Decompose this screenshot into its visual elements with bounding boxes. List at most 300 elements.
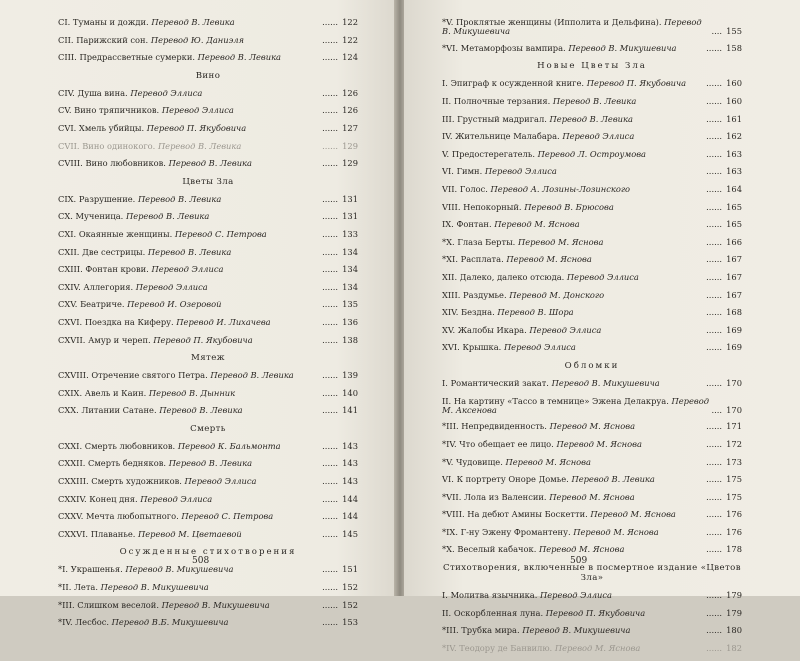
toc-entry [58,389,358,398]
entry-page-number: 134 [342,246,358,257]
entry-number: I. [442,591,448,601]
section-heading: Новые Цветы Зла [537,61,647,72]
entry-translator: Перевод М. Яснова [506,255,592,265]
entry-translator: Перевод Эллиса [135,282,208,292]
leader-dots: ...... [322,211,338,222]
toc-entry [58,318,358,327]
entry-translator: Перевод П. Якубовича [586,79,687,89]
toc-entry [442,150,742,159]
entry-number: II. [442,608,452,618]
toc-entry-text [442,626,706,635]
entry-translator: Перевод Эллиса [562,132,635,142]
toc-entry-text [58,495,322,504]
entry-title: Теодору де Банвилю. [459,643,553,653]
entry-title: Хмель убийцы. [78,123,145,133]
toc-entry-text [442,458,706,467]
entry-translator: Перевод Эллиса [151,265,224,275]
leader-dots: ...... [706,219,722,230]
entry-title: Трубка мира. [461,626,520,636]
entry-translator: Перевод М. Яснова [590,510,676,520]
leader-dots: ...... [322,122,338,133]
toc-entry-text [442,422,706,431]
entry-title: Разрушение. [78,194,136,204]
leader-dots: ...... [322,458,338,469]
entry-title: Мечта любопытного. [85,512,179,522]
entry-page-number: 131 [342,193,358,204]
toc-entry-text [58,371,322,380]
toc-entry [442,308,742,317]
leader-dots: ...... [706,201,722,212]
toc-entry-text [442,397,711,416]
leader-dots: ...... [706,236,722,247]
entry-page-number: 170 [726,404,742,415]
entry-number: CXIX. [58,388,83,398]
entry-translator: Перевод В. Левика [549,114,633,124]
entry-page-number: 165 [726,201,742,212]
entry-page-number: 180 [726,625,742,636]
toc-entry [442,291,742,300]
toc-entry [442,609,742,618]
entry-title: Глаза Берты. [457,237,516,247]
entry-number: XV. [442,325,456,335]
entry-number: *III. [58,600,75,610]
entry-page-number: 152 [342,599,358,610]
leader-dots: ...... [706,509,722,520]
toc-entry-text [442,644,706,653]
entry-number: CV. [58,106,72,116]
toc-entry-text [442,528,706,537]
leader-dots: .... [711,404,722,415]
entry-title: Аллегория. [83,282,134,292]
leader-dots: ...... [706,113,722,124]
toc-entry [442,18,742,37]
entry-title: Смерть художников. [91,477,182,487]
toc-entry [442,203,742,212]
entry-translator: Перевод В. Левика [125,212,210,222]
entry-page-number: 176 [726,509,742,520]
entry-translator: Перевод М. Яснова [517,237,604,247]
entry-number: CXXII. [58,459,86,469]
leader-dots: ...... [322,405,338,416]
entry-page-number: 155 [726,26,742,37]
entry-translator: Перевод Эллиса [503,343,576,353]
entry-number: XIII. [442,290,461,300]
entry-number: CXI. [58,229,77,239]
toc-entry-text [58,248,322,257]
toc-entry [58,283,358,292]
entry-translator: Перевод В. Микушевича [100,583,209,593]
toc-entry [58,159,358,168]
entry-translator: Перевод К. Бальмонта [177,441,281,451]
toc-entry-text [58,530,322,539]
entry-title: Поездка на Киферу. [84,317,174,327]
entry-page-number: 167 [726,254,742,265]
leader-dots: ...... [322,87,338,98]
entry-page-number: 166 [726,236,742,247]
leader-dots: ...... [706,166,722,177]
leader-dots: ...... [706,421,722,432]
entry-page-number: 126 [342,87,358,98]
left-page [0,0,396,628]
toc-entry-text [58,300,322,309]
entry-translator: Перевод Эллиса [529,325,602,335]
entry-translator: Перевод М. Яснова [494,220,580,230]
entry-page-number: 153 [342,617,358,628]
entry-title: Непредвиденность. [461,422,547,432]
entry-page-number: 122 [342,34,358,45]
toc-entry-text [442,79,706,88]
section-heading: Вино [195,70,221,81]
leader-dots: ...... [706,148,722,159]
toc-entry [58,618,358,627]
entry-translator: Перевод Эллиса [566,272,639,282]
entry-page-number: 143 [342,440,358,451]
entry-number: CVII. [58,141,80,151]
entry-page-number: 134 [342,281,358,292]
toc-entry-text [58,601,322,610]
entry-number: II. [442,396,452,406]
leader-dots: ...... [706,607,722,618]
entry-number: *III. [442,422,459,432]
entry-translator: Перевод В. Микушевича [161,600,270,610]
toc-entry-text [442,97,706,106]
entry-number: IV. [442,132,453,142]
entry-number: *VII. [442,492,462,502]
entry-title: Грустный мадригал. [457,114,547,124]
toc-entry-text [58,18,322,27]
toc-entry [442,458,742,467]
entry-title: Фонтан. [456,220,492,230]
leader-dots: ...... [706,183,722,194]
toc-entry-text [58,142,322,151]
toc-entry [442,626,742,635]
leader-dots: ...... [322,617,338,628]
toc-entry-text [442,440,706,449]
entry-title: Лета. [73,583,98,593]
entry-translator: Перевод И. Лихачева [176,317,271,327]
entry-number: CXVII. [58,335,86,345]
toc-entry-text [442,343,706,352]
entry-page-number: 173 [726,456,742,467]
entry-title: Проклятые женщины (Ипполита и Дельфина). [455,18,662,27]
leader-dots: ...... [706,96,722,106]
section-heading: Цветы Зла [182,176,234,187]
entry-translator: Перевод П. Якубовича [545,608,646,618]
entry-translator: Перевод Эллиса [184,477,257,487]
toc-entry [442,273,742,282]
toc-entry-text [58,442,322,451]
toc-entry-text [442,44,706,53]
entry-translator: Перевод Эллиса [130,88,203,98]
entry-title: Гимн. [456,167,483,177]
entry-title: Украшенья. [70,565,123,575]
leader-dots: ...... [322,158,338,169]
toc-entry-text [58,265,322,274]
entry-translator: Перевод И. Озеровой [127,300,222,310]
toc-entry-text [442,255,706,264]
entry-title: Веселый кабачок. [457,545,537,555]
entry-translator: Перевод В. Левика [157,141,242,151]
toc-entry [58,212,358,221]
toc-entry-text [58,283,322,292]
entry-number: CXXV. [58,512,84,522]
entry-translator: Перевод В. Левика [197,53,282,63]
entry-translator: Перевод М. Яснова [538,545,625,555]
entry-title: Парижский сон. [76,35,149,45]
entry-number: *XI. [442,255,458,265]
toc-entry [58,406,358,415]
entry-number: I. [442,79,448,89]
toc-entry [442,185,742,194]
section-heading: Осужденные стихотворения [119,547,297,558]
toc-entry-text [58,406,322,415]
toc-entry-text [58,195,322,204]
toc-entry [442,238,742,247]
toc-entry [58,248,358,257]
toc-entry [58,124,358,133]
entry-page-number: 143 [342,458,358,469]
entry-page-number: 144 [342,493,358,504]
leader-dots: ...... [706,456,722,467]
entry-translator: Перевод В. Левика [552,97,637,106]
toc-entry [58,265,358,274]
entry-translator: Перевод В. Микушевича [551,378,660,388]
toc-entry-text [58,230,322,239]
entry-translator: Перевод Эллиса [161,106,234,116]
entry-title: Романтический закат. [450,378,549,388]
entry-title: К портрету Оноре Домье. [456,475,569,485]
toc-entry [58,371,358,380]
entry-title: Предостерегатель. [451,149,535,159]
toc-entry [58,300,358,309]
leader-dots: ...... [706,491,722,502]
entry-number: *VI. [442,43,459,53]
toc-entry [442,475,742,484]
entry-number: *IX. [442,527,458,537]
entry-title: Голос. [459,184,488,194]
entry-title: Расплата. [460,255,504,265]
entry-number: CXXIV. [58,494,87,504]
entry-number: *X. [442,237,455,247]
entry-page-number: 178 [726,544,742,555]
leader-dots: ...... [706,590,722,601]
toc-entry [58,195,358,204]
entry-title: Бездна. [461,308,495,318]
entry-number: VI. [442,475,454,485]
leader-dots: ...... [322,476,338,487]
entry-translator: Перевод М. Аксенова [442,396,709,415]
toc-entry [58,36,358,45]
toc-entry [442,255,742,264]
leader-dots: ...... [706,78,722,89]
leader-dots: ...... [706,131,722,142]
entry-translator: Перевод П. Якубовича [153,335,253,345]
entry-page-number: 135 [342,299,358,310]
entry-number: IX. [442,220,454,230]
entry-title: На дебют Амины Боскетти. [467,510,588,520]
leader-dots: .... [711,26,722,37]
toc-entry [442,493,742,502]
entry-number: CX. [58,212,73,222]
entry-translator: Перевод В. Левика [168,159,252,169]
entry-translator: Перевод В. Шора [497,308,574,318]
toc-entry [58,583,358,592]
toc-entry-text [58,583,322,592]
toc-entry-text [442,238,706,247]
leader-dots: ...... [706,642,722,653]
entry-number: CIII. [58,53,77,63]
entry-page-number: 172 [726,438,742,449]
leader-dots: ...... [706,526,722,537]
toc-entry [442,644,742,653]
toc-entry [58,459,358,468]
toc-entry-text [58,106,322,115]
entry-title: Слишком веселой. [77,600,159,610]
entry-translator: Перевод М. Донского [509,290,605,300]
right-page [404,0,800,653]
entry-number: II. [442,97,452,106]
entry-translator: Перевод М. Яснова [554,643,641,653]
leader-dots: ...... [322,299,338,310]
toc-entry-text [442,475,706,484]
toc-entry-text [442,203,706,212]
entry-number: *X. [442,545,455,555]
entry-translator: Перевод М. Яснова [573,527,659,537]
toc-entry [442,220,742,229]
entry-page-number: 152 [342,582,358,593]
entry-translator: Перевод В. Дынник [148,388,236,398]
entry-page-number: 144 [342,511,358,522]
toc-entry-text [58,36,322,45]
toc-entry [58,230,358,239]
entry-number: CIX. [58,194,77,204]
toc-entry-text [58,565,322,574]
leader-dots: ...... [322,440,338,451]
toc-entry [442,115,742,124]
toc-entry [442,132,742,141]
entry-translator: Перевод Эллиса [540,591,612,601]
toc-entry [58,601,358,610]
entry-title: Конец дня. [89,494,138,504]
toc-entry [58,495,358,504]
entry-translator: Перевод М. Яснова [556,439,642,449]
toc-entry-text [58,212,322,221]
entry-number: CIV. [58,88,75,98]
entry-page-number: 163 [726,166,742,177]
entry-number: CXX. [58,406,79,416]
entry-page-number: 167 [726,289,742,300]
toc-entry-text [58,159,322,168]
leader-dots: ...... [706,324,722,335]
toc-entry-text [442,185,706,194]
entry-translator: Перевод С. Петрова [181,512,274,522]
toc-entry-text [442,493,706,502]
entry-page-number: 169 [726,324,742,335]
leader-dots: ...... [322,246,338,257]
toc-entry-text [58,618,322,627]
leader-dots: ...... [322,582,338,593]
toc-entry-text [442,510,706,519]
entry-page-number: 168 [726,307,742,318]
entry-translator: Перевод П. Якубовича [146,123,247,133]
toc-entry-text [442,326,706,335]
entry-number: CVIII. [58,159,83,169]
toc-entry-text [442,273,706,282]
toc-entry [58,89,358,98]
entry-number: CI. [58,18,71,27]
entry-number: XII. [442,272,458,282]
leader-dots: ...... [322,511,338,522]
entry-page-number: 167 [726,271,742,282]
leader-dots: ...... [322,334,338,345]
toc-entry [442,528,742,537]
left-page-number: 508 [192,556,210,566]
entry-number: *IV. [58,618,73,628]
entry-number: CVI. [58,123,77,133]
entry-number: XVI. [442,343,460,353]
entry-page-number: 141 [342,405,358,416]
entry-translator: Перевод В. Левика [571,475,655,485]
entry-number: VIII. [442,202,461,212]
entry-page-number: 169 [726,342,742,353]
entry-number: CXVIII. [58,371,89,381]
entry-page-number: 176 [726,526,742,537]
toc-entry-text [58,459,322,468]
toc-entry [442,97,742,106]
leader-dots: ...... [706,289,722,300]
right-toc-column [442,18,742,661]
toc-entry-text [442,220,706,229]
leader-dots: ...... [322,370,338,381]
entry-translator: Перевод В. Микушевича [442,18,702,37]
entry-translator: Перевод Ю. Даниэля [150,35,245,45]
toc-entry [442,326,742,335]
leader-dots: ...... [322,193,338,204]
leader-dots: ...... [706,342,722,353]
toc-entry-text [442,379,706,388]
entry-number: *IV. [442,643,457,653]
entry-page-number: 126 [342,105,358,116]
entry-number: *II. [58,583,72,593]
entry-title: Окаянные женщины. [78,229,173,239]
toc-entry-text [442,150,706,159]
toc-entry-text [442,132,706,141]
entry-title: Молитва язычника. [450,591,538,601]
entry-page-number: 158 [726,42,742,53]
entry-title: Оскорбленная луна. [453,608,544,618]
entry-number: CXXVI. [58,529,89,539]
entry-translator: Перевод Эллиса [140,494,213,504]
section-heading: Обломки [564,360,620,371]
toc-entry [442,397,742,416]
entry-title: Предрассветные сумерки. [79,53,195,63]
leader-dots: ...... [322,528,338,539]
entry-translator: Перевод В.Б. Микушевича [111,618,229,628]
toc-entry [58,565,358,574]
right-page-number: 509 [570,556,588,566]
entry-translator: Перевод С. Петрова [174,229,267,239]
entry-translator: Перевод В. Левика [137,194,222,204]
leader-dots: ...... [322,564,338,575]
entry-number: I. [442,378,448,388]
entry-page-number: 134 [342,264,358,275]
toc-entry-text [442,167,706,176]
toc-entry-text [58,53,322,62]
toc-entry-text [442,609,706,618]
toc-entry-text [58,124,322,133]
entry-page-number: 129 [342,158,358,169]
entry-title: Смерть бедняков. [88,459,167,469]
